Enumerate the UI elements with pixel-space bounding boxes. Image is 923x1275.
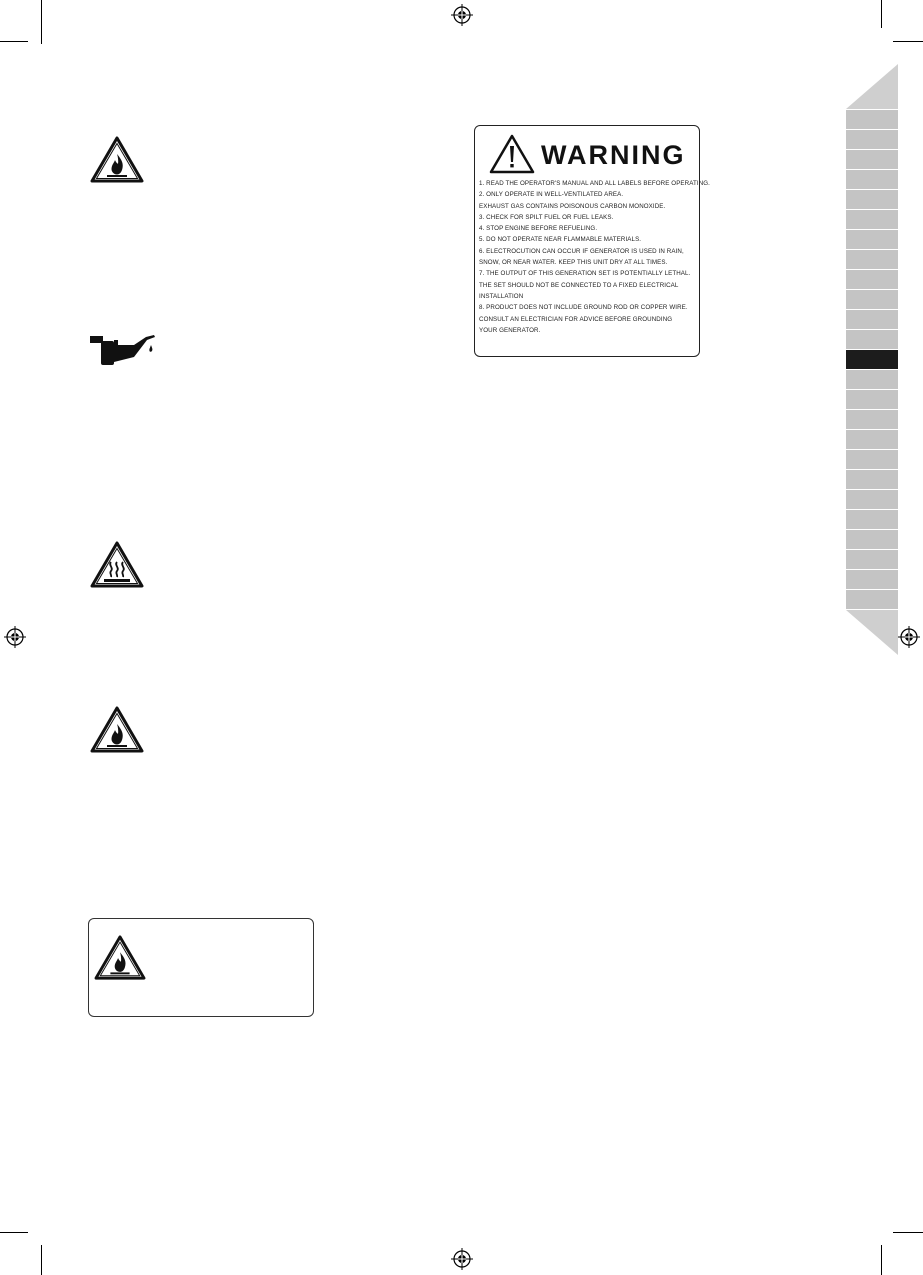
warning-line: 8. PRODUCT DOES NOT INCLUDE GROUND ROD OR COPPER WIRE. (479, 304, 688, 312)
side-tab[interactable] (846, 210, 898, 229)
side-tab[interactable] (846, 110, 898, 129)
side-tab-active[interactable] (846, 350, 898, 369)
side-tab[interactable] (846, 470, 898, 489)
registration-mark-icon (451, 1248, 473, 1270)
flammable-warning-icon (93, 934, 147, 982)
oil-can-icon (90, 333, 156, 369)
side-tab[interactable] (846, 190, 898, 209)
side-tab[interactable] (846, 490, 898, 509)
side-tab[interactable] (846, 510, 898, 529)
warning-line: 2. ONLY OPERATE IN WELL-VENTILATED AREA. (479, 191, 624, 199)
warning-line: YOUR GENERATOR. (479, 326, 541, 334)
registration-mark-icon (451, 4, 473, 26)
crop-mark-bottom-left-v (41, 1245, 42, 1275)
side-tab[interactable] (846, 130, 898, 149)
side-tab[interactable] (846, 550, 898, 569)
warning-line: SNOW, OR NEAR WATER. KEEP THIS UNIT DRY AT ALL TIMES. (479, 259, 668, 267)
warning-line: 6. ELECTROCUTION CAN OCCUR IF GENERATOR IS USED IN RAIN, (479, 247, 684, 255)
warning-line: 3. CHECK FOR SPILT FUEL OR FUEL LEAKS. (479, 213, 614, 221)
side-tab[interactable] (846, 170, 898, 189)
flammable-warning-icon (89, 135, 145, 185)
side-tab[interactable] (846, 390, 898, 409)
tab-arrow-top (846, 64, 898, 109)
side-tab[interactable] (846, 330, 898, 349)
exclamation-warning-icon (489, 134, 535, 174)
side-tab[interactable] (846, 290, 898, 309)
crop-mark-top-right-v (881, 0, 882, 28)
side-tabs (846, 110, 898, 610)
crop-mark-top-left-v (41, 0, 42, 44)
warning-line: 7. THE OUTPUT OF THIS GENERATION SET IS POTENTIALLY LETHAL. (479, 270, 691, 278)
side-tab[interactable] (846, 310, 898, 329)
warning-line: CONSULT AN ELECTRICIAN FOR ADVICE BEFORE GROUNDING (479, 315, 673, 323)
crop-mark-bottom-right-h (893, 1232, 923, 1233)
side-tab[interactable] (846, 370, 898, 389)
side-tab[interactable] (846, 570, 898, 589)
registration-mark-icon (898, 626, 920, 648)
warning-line: THE SET SHOULD NOT BE CONNECTED TO A FIXED ELECTRICAL (479, 281, 679, 289)
crop-mark-top-right-h (893, 41, 923, 42)
side-tab[interactable] (846, 150, 898, 169)
side-tab[interactable] (846, 410, 898, 429)
warning-label-text (479, 178, 710, 336)
warning-line: EXHAUST GAS CONTAINS POISONOUS CARBON MONOXIDE. (479, 202, 666, 210)
side-tab[interactable] (846, 250, 898, 269)
side-tab[interactable] (846, 590, 898, 609)
crop-mark-top-left-h (0, 41, 28, 42)
hot-surface-warning-icon (89, 540, 145, 590)
side-tab[interactable] (846, 450, 898, 469)
warning-line: 5. DO NOT OPERATE NEAR FLAMMABLE MATERIALS. (479, 236, 642, 244)
warning-line: 4. STOP ENGINE BEFORE REFUELING. (479, 225, 598, 233)
crop-mark-bottom-right-v (881, 1245, 882, 1275)
warning-line: 1. READ THE OPERATOR'S MANUAL AND ALL LABELS BEFORE OPERATING. (479, 180, 710, 187)
side-tab[interactable] (846, 530, 898, 549)
registration-mark-icon (4, 626, 26, 648)
warning-label (474, 125, 710, 357)
flammable-warning-icon (89, 705, 145, 755)
crop-mark-bottom-left-h (0, 1232, 28, 1233)
warning-line: INSTALLATION (479, 292, 524, 300)
tab-arrow-bottom (846, 610, 898, 655)
fuel-warning-box (88, 918, 314, 1017)
warning-label-title: WARNING (541, 140, 686, 170)
side-tab[interactable] (846, 230, 898, 249)
side-tab[interactable] (846, 430, 898, 449)
side-tab[interactable] (846, 270, 898, 289)
